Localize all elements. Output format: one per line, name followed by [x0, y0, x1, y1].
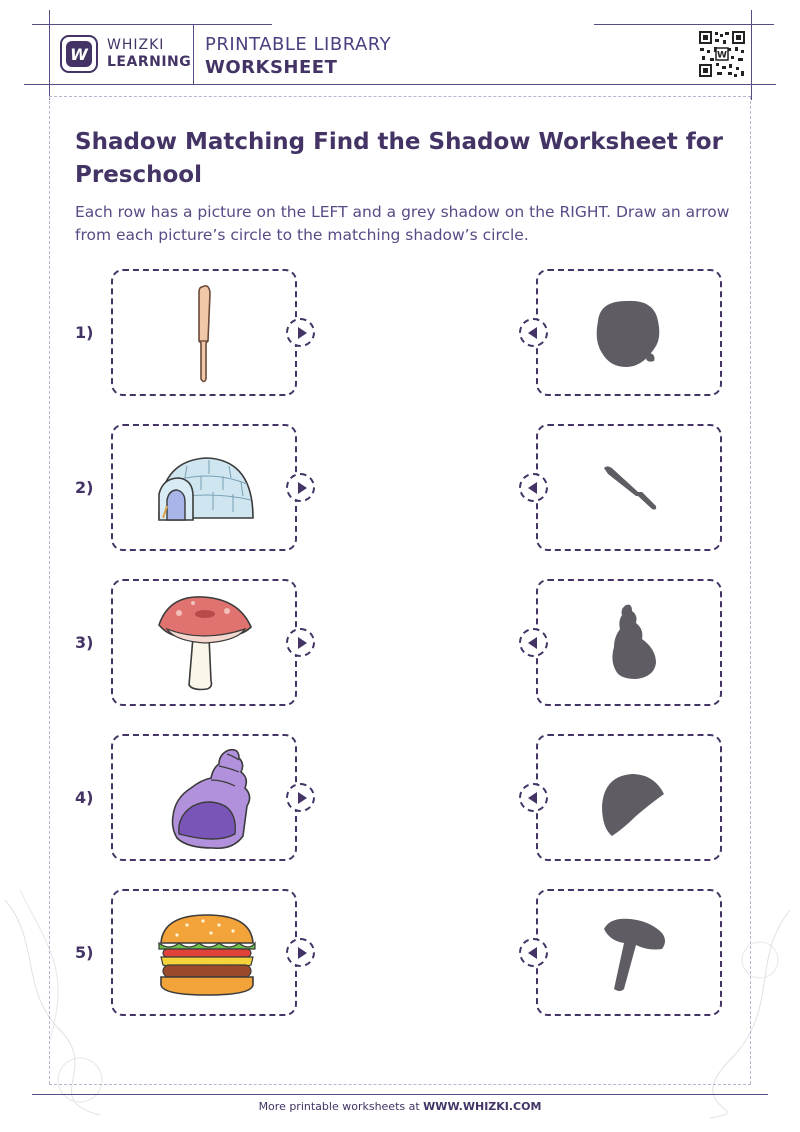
shadow-card: [536, 269, 722, 396]
row-label: 4): [75, 788, 94, 807]
right-connector-dot[interactable]: [519, 628, 548, 657]
mushroom-icon: [113, 581, 299, 708]
left-connector-dot[interactable]: [286, 473, 315, 502]
worksheet-title: Shadow Matching Find the Shadow Worksheet for Preschool: [75, 129, 723, 188]
qr-code-icon: [698, 30, 746, 78]
row-label: 1): [75, 323, 94, 342]
mushroom-shadow-icon: [538, 891, 724, 1018]
right-connector-dot[interactable]: [519, 318, 548, 347]
header-rule-right: [751, 10, 752, 100]
page-border-bottom: [49, 1084, 751, 1085]
shadow-card: [536, 424, 722, 551]
right-connector-dot[interactable]: [519, 473, 548, 502]
worksheet-instructions: Each row has a picture on the LEFT and a grey shadow on the RIGHT. Draw an arrow from each picture’s circle to the matching shadow’s circle.: [75, 203, 730, 244]
header-rule-bottom: [24, 84, 776, 85]
worksheet-label: WORKSHEET: [205, 57, 338, 78]
row-label: 5): [75, 943, 94, 962]
left-connector-dot[interactable]: [286, 318, 315, 347]
right-connector-dot[interactable]: [519, 938, 548, 967]
footer-text: More printable worksheets at: [258, 1100, 424, 1113]
footer: [0, 1100, 800, 1113]
header-rule-top-left: [32, 24, 272, 25]
igloo-shadow-icon: [538, 736, 724, 863]
row-label: 2): [75, 478, 94, 497]
footer-rule: [32, 1094, 768, 1095]
footer-site-link[interactable]: WWW.WHIZKI.COM: [423, 1100, 542, 1113]
left-connector-dot[interactable]: [286, 938, 315, 967]
picture-card: [111, 579, 297, 706]
left-connector-dot[interactable]: [286, 628, 315, 657]
picture-card: [111, 269, 297, 396]
seashell-shadow-icon: [538, 581, 724, 708]
shadow-card: [536, 579, 722, 706]
butter-knife-icon: [113, 271, 299, 398]
right-connector-dot[interactable]: [519, 783, 548, 812]
igloo-icon: [113, 426, 299, 553]
whizki-logo: [60, 35, 98, 73]
burger-icon: [113, 891, 299, 1018]
burger-shadow-icon: [538, 271, 724, 398]
svg-text:W: W: [717, 50, 727, 61]
left-connector-dot[interactable]: [286, 783, 315, 812]
library-label: PRINTABLE LIBRARY: [205, 34, 392, 55]
brand-name: WHIZKI: [107, 37, 165, 53]
seashell-icon: [113, 736, 299, 863]
header-rule-left: [49, 10, 50, 100]
picture-card: [111, 424, 297, 551]
header-rule-top-right: [594, 24, 774, 25]
shadow-card: [536, 734, 722, 861]
knife-shadow-icon: [538, 426, 724, 553]
row-label: 3): [75, 633, 94, 652]
picture-card: [111, 889, 297, 1016]
brand-subname: LEARNING: [107, 54, 192, 70]
shadow-card: [536, 889, 722, 1016]
logo-letter: W: [66, 41, 92, 67]
header-divider: [193, 24, 194, 84]
decorative-sketch-icon: [0, 880, 120, 1120]
picture-card: [111, 734, 297, 861]
